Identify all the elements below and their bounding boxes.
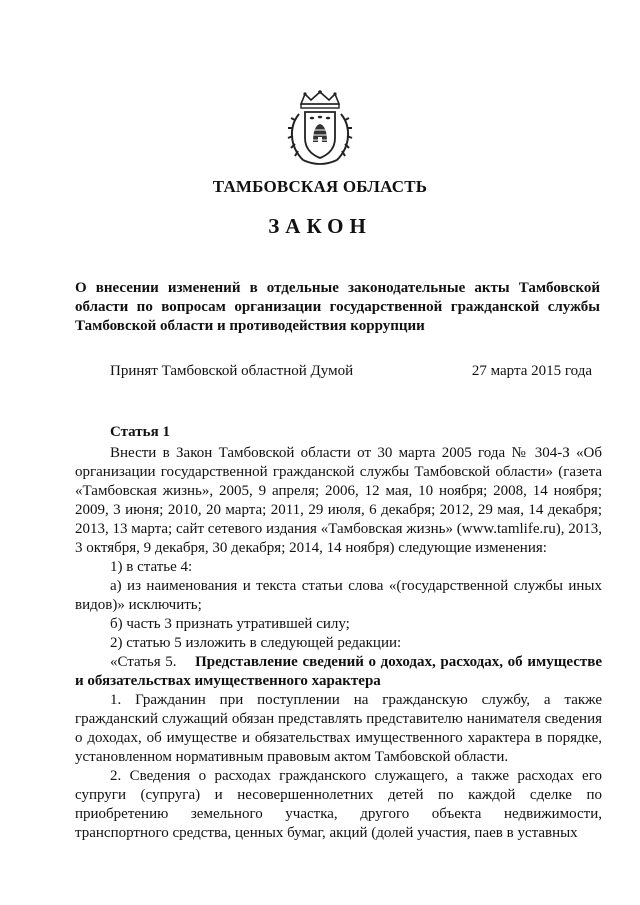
amendment-item-1: 1) в статье 4: [110,559,193,575]
law-title: О внесении изменений в отдельные законодательные акты Тамбовской области по вопросам организации государственной гражданской службы Тамбовской области и противодействия коррупции [75,280,600,334]
adoption-date: 27 марта 2015 года [471,363,592,379]
article-body [75,444,602,843]
article-5-paragraph-1: 1. Гражданин при поступлении на гражданскую службу, а также гражданский служащий обязан представлять представителю нанимателя сведения о доходах, об имуществе и обязательствах имущественного характера в порядке, установленном нормативным правовым актом Тамбовской области. [75,692,602,765]
amendment-item-1a: а) из наименования и текста статьи слова «(государственной службы иных видов)» исключить; [75,578,602,613]
article-5-title: Представление сведений о доходах, расходах, об имуществе и обязательствах имущественного характера [75,654,602,689]
region-heading: ТАМБОВСКАЯ ОБЛАСТЬ [212,177,428,196]
article-5-prefix: «Статья 5. [110,654,177,670]
coat-of-arms-emblem [285,90,355,168]
amendment-item-2: 2) статью 5 изложить в следующей редакции: [110,635,402,651]
adopted-by-text: Принят Тамбовской областной Думой [110,363,354,379]
amendment-item-1b: б) часть 3 признать утратившей силу; [110,616,350,632]
coat-of-arms-icon [285,90,355,168]
article-5-paragraph-2: 2. Сведения о расходах гражданского служащего, а также расходах его супруги (супруга) и несовершеннолетних детей по каждой сделке по приобретению земельного участка, другого объекта недвижимости, транспортного средства, ценных бумаг, акций (долей участия, паев в уставных [75,768,602,841]
intro-paragraph: Внести в Закон Тамбовской области от 30 марта 2005 года № 304-З «Об организации государственной гражданской службы Тамбовской области» (газета «Тамбовская жизнь», 2005, 9 апреля; 2006, 12 мая, 10 ноября; 2008, 14 ноября; 2009, 3 июня; 2010, 20 марта; 2011, 29 июля, 6 декабря; 2012, 29 мая, 14 декабря; 2013, 13 марта; сайт сетевого издания «Тамбовская жизнь» (www.tamlife.ru), 2013, 3 октября, 9 декабря, 30 декабря; 2014, 14 ноября) следующие изменения: [75,445,602,556]
article-5-heading [75,653,602,691]
article-heading: Статья 1 [110,424,170,440]
law-heading: ЗАКОН [268,214,372,238]
